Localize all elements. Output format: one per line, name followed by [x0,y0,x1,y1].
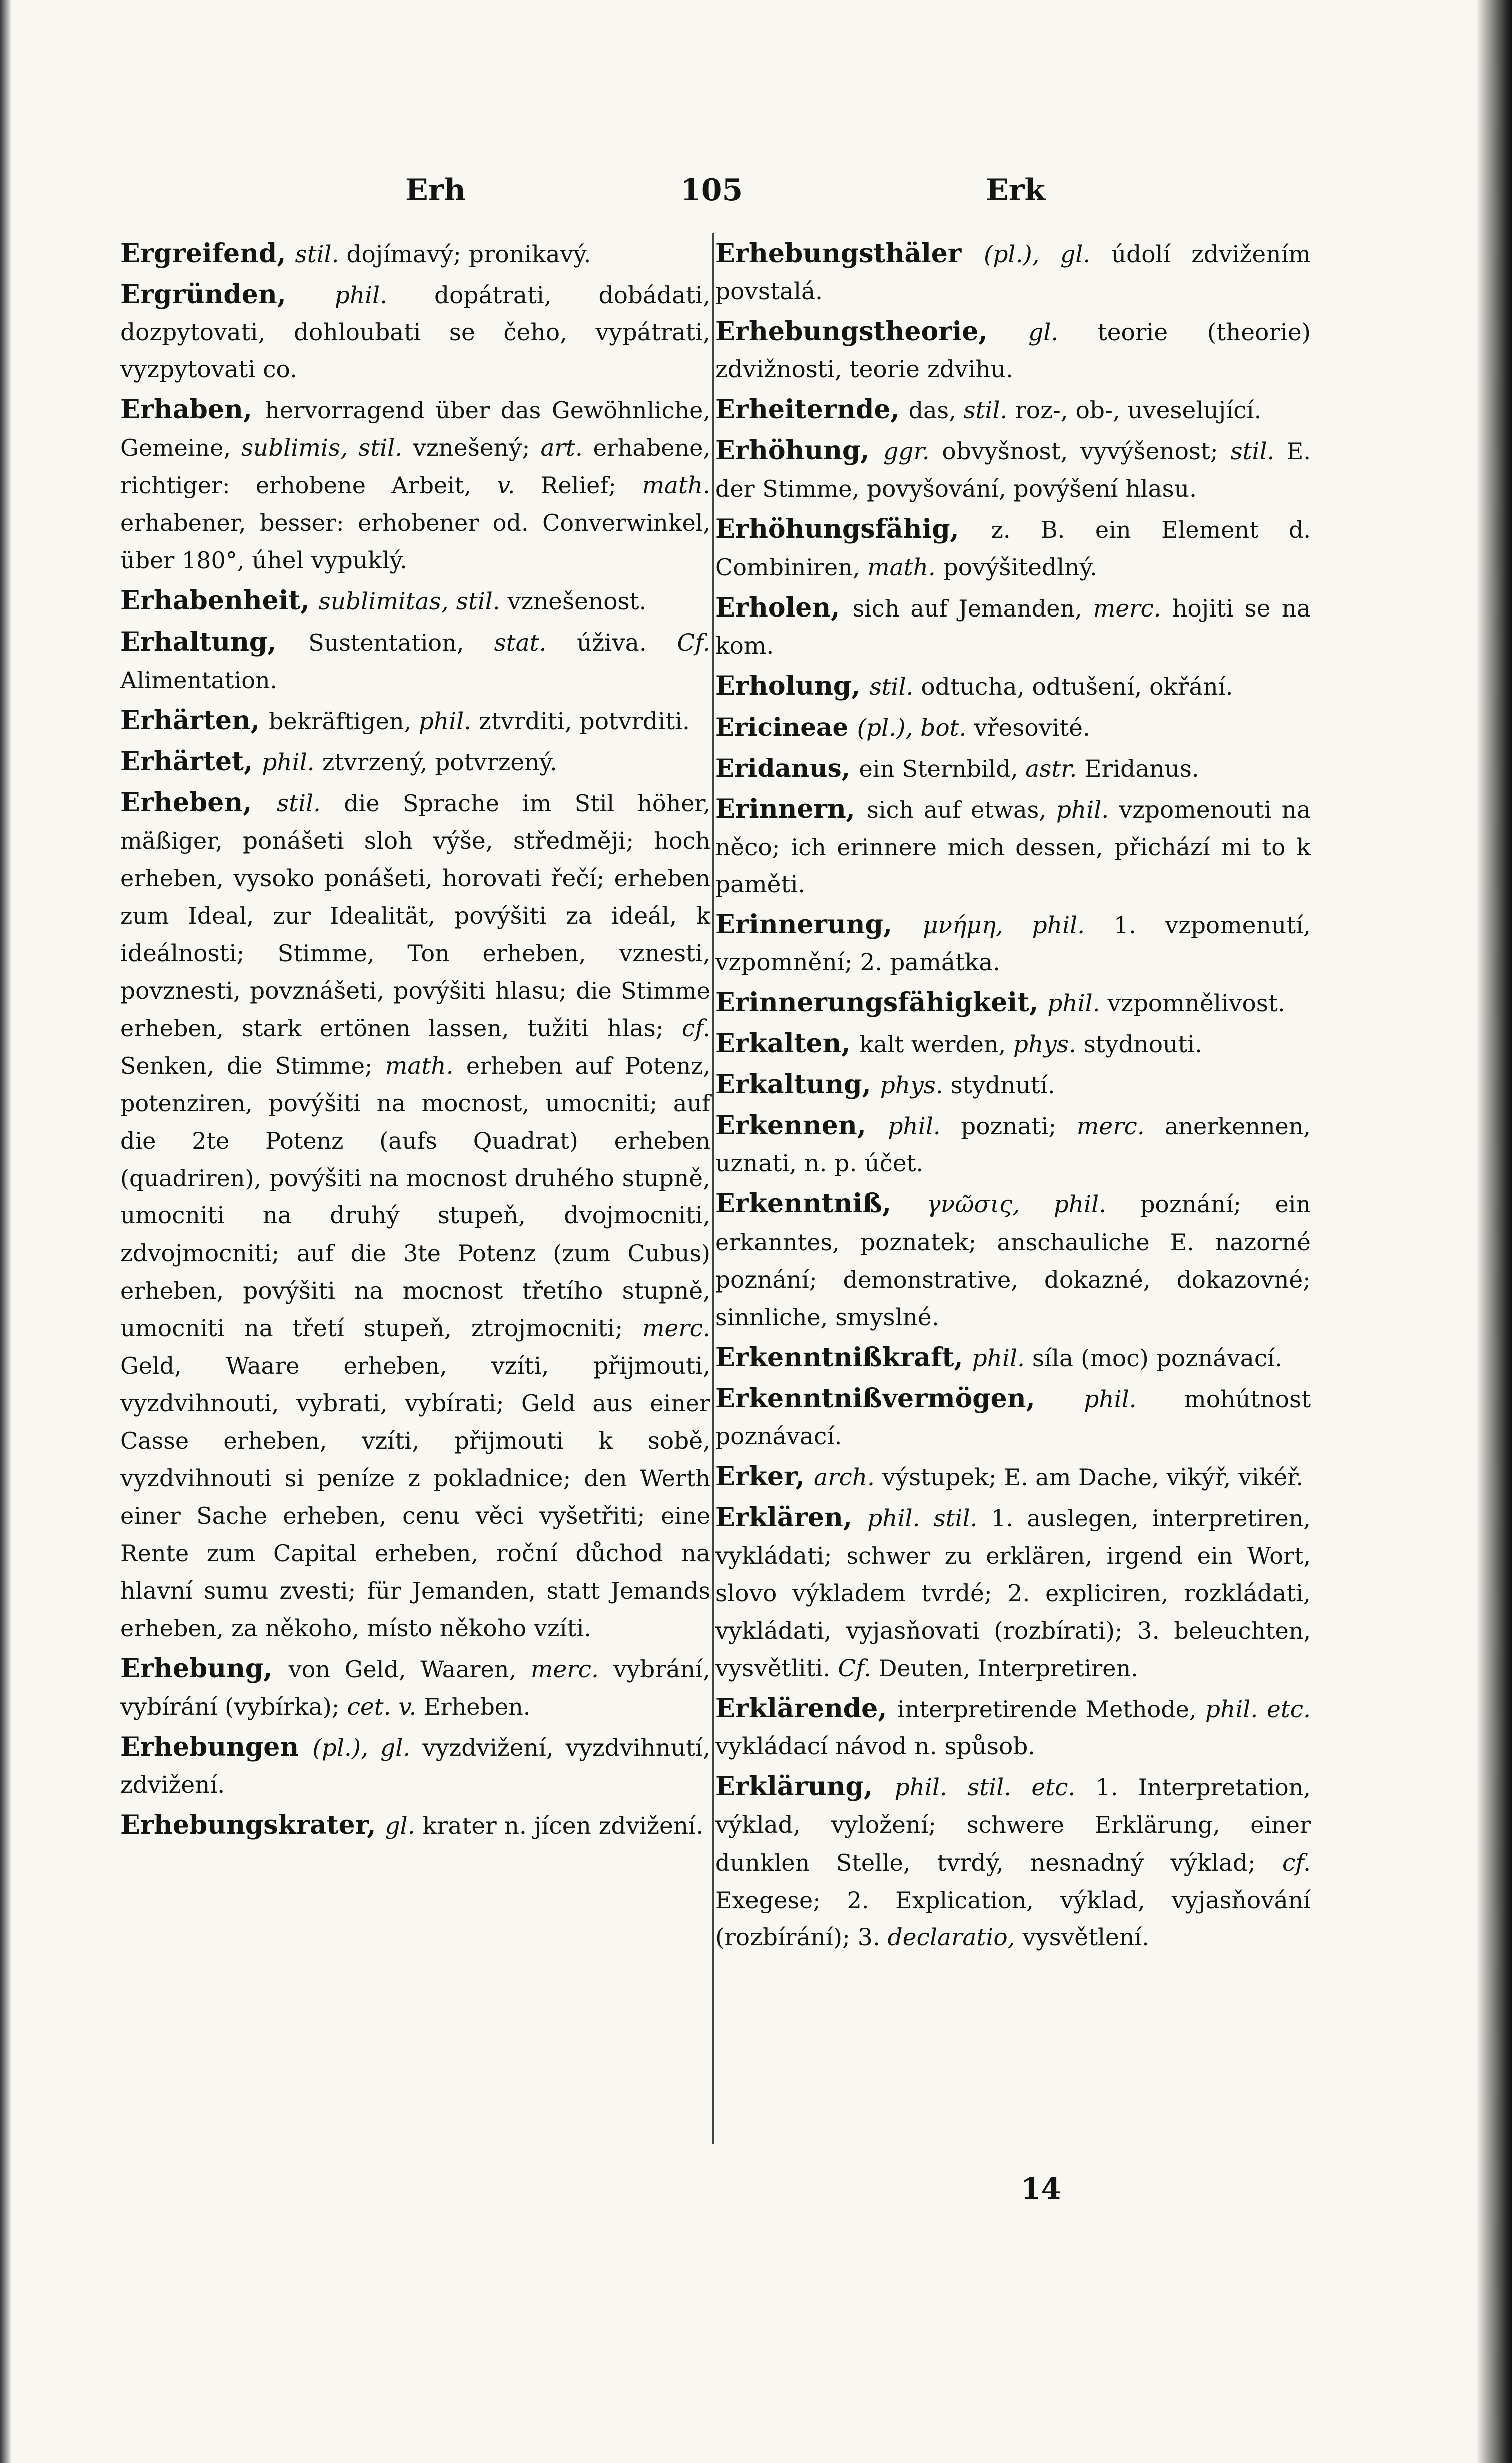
german-text: Geld, Waare erheben, [120,1352,447,1379]
headword: Eridanus, [715,753,859,783]
czech-text: hojiti se na kom. [715,595,1311,660]
german-text: ich erinnere mich dessen, [791,834,1103,861]
german-text: Exegese; 2. Explication, [715,1887,1034,1914]
czech-text: povýšiti na mocnost třetího stupně, umocniti na třetí stupeň, ztrojmocniti; [120,1277,710,1342]
german-text: sinnliche, [715,1304,828,1331]
abbreviation: gl. [1028,319,1059,346]
czech-text: cenu věci vyšetřiti; [386,1502,661,1530]
czech-text: dojímavý; pronikavý. [339,241,591,268]
headword: Erinnerung, [715,909,923,940]
dictionary-entry [715,589,1311,665]
czech-text: za někoho, místo někoho vzíti. [223,1615,592,1642]
headword: Erhebung, [120,1653,289,1684]
german-text: Senken, die Stimme; [120,1052,385,1079]
czech-text: úživa. [546,629,677,657]
czech-text: povýšitedlný. [935,554,1097,581]
abbreviation: μνήμη, phil. [922,912,1085,939]
headword: Erholung, [715,671,870,701]
german-text: Geld aus einer Casse erheben, [120,1390,710,1454]
dictionary-entry [715,1339,1311,1377]
german-text: anerkennen, [1144,1113,1311,1140]
abbreviation: stat. [494,629,547,657]
german-text: die Stimme erheben, stark ertönen lassen, [120,977,710,1042]
czech-text: vikýř, vikéř. [1159,1464,1304,1491]
headword: Ergreifend, [120,238,295,269]
headword: Erkennen, [715,1110,888,1141]
german-text: auf die 2te Potenz (aufs Quadrat) erheben (quadriren), [120,1090,710,1192]
abbreviation: (pl.), gl. [984,241,1091,268]
headword: Erinnern, [715,794,867,824]
czech-text: výklad, vyjasňování (rozbírání); 3. [715,1887,1311,1951]
czech-text: povýšiti na mocnost druhého stupně, umocniti na druhý stupeň, dvojmocniti, zdvojmocniti; [120,1165,710,1267]
german-text: ein erkanntes, [715,1191,1311,1256]
headword: Erhöhung, [715,435,884,466]
abbreviation: astr. [1025,755,1077,783]
dictionary-entry [120,624,710,699]
german-text: von Geld, Waaren, [288,1656,531,1683]
dictionary-entry [120,1807,710,1845]
german-text: Sustentation, [308,629,494,656]
abbreviation: ggr. [883,438,930,465]
czech-text: stydnutí. [943,1072,1055,1099]
dictionary-entry [715,1066,1311,1104]
german-text: kalt werden, [859,1031,1013,1058]
czech-text: povyšování, povýšení hlasu. [859,475,1197,503]
dictionary-entry [715,1107,1311,1182]
abbreviation: phil. [1056,796,1109,824]
czech-text: síla (moc) poznávací. [1024,1345,1283,1372]
czech-text: odtucha, odtušení, okřání. [913,673,1233,701]
czech-text: mohútnost poznávací. [715,1386,1311,1450]
german-text: hervorragend über das Gewöhnliche, Gemeine, [120,397,710,461]
headword: Erholen, [715,592,853,623]
czech-text: vzíti, přijmouti k sobě, vyzdvihnouti si peníze z pokladnice; [120,1427,710,1492]
headword: Erhebungsthäler [715,238,984,269]
dictionary-entry [715,709,1311,747]
abbreviation: math. [867,554,936,581]
czech-text: ztvrditi, potvrditi. [471,708,690,735]
headword: Erheiternde, [715,394,909,425]
german-text: E. am Dache, [1004,1464,1159,1491]
abbreviation: cf. [682,1015,710,1042]
czech-text: slovo výkladem tvrdé; 2. [715,1580,1046,1607]
abbreviation: arch. [813,1464,875,1491]
header-left-guide-word: Erh [405,173,466,208]
abbreviation: merc. [1076,1113,1145,1140]
czech-text: stydnouti. [1076,1031,1203,1058]
dictionary-entry [120,391,710,579]
headword: Erkenntniß, [715,1188,927,1219]
abbreviation: phil. [888,1113,941,1140]
czech-text: vykládati; [715,1542,847,1570]
german-text: für Jemanden, statt Jemands erheben, [120,1577,710,1642]
headword: Erhöhungsfähig, [715,514,991,544]
headword: Erklärung, [715,1771,895,1802]
german-text: die Sprache im Stil höher, mäßiger, [120,790,710,854]
dictionary-entry [120,582,710,621]
german-text: sich auf etwas, [867,796,1056,823]
czech-text: ponášeti sloh výše, středměji; [222,827,654,855]
dictionary-entry [715,1185,1311,1336]
headword: Erinnerungsfähigkeit, [715,987,1048,1018]
german-text: erhabener, besser: erhobener od. Converwinkel, über 180°, [120,509,710,574]
german-text: Alimentation. [120,667,278,694]
header-right-guide-word: Erk [986,173,1045,208]
german-text: beleuchten, [1174,1617,1311,1644]
czech-text: vybrání, vybírání (vybírka); [120,1656,710,1721]
german-text: Relief; [515,472,642,499]
czech-text: krater n. jícen zdvižení. [415,1812,704,1840]
abbreviation: stil. [276,790,321,817]
german-text: Stimme, Ton erheben, [277,940,586,967]
abbreviation: phil. [1047,990,1100,1017]
abbreviation: stil. [869,673,914,701]
german-text: Erheben. [416,1693,531,1720]
german-text: Interpretation, [1138,1774,1311,1801]
dictionary-entry [715,906,1311,981]
dictionary-entry [715,432,1311,508]
czech-text: vznesti, povznesti, povznášeti, povýšiti hlasu; [120,940,710,1005]
left-column [120,235,710,1848]
abbreviation: merc. [1093,595,1161,623]
german-text: interpretirende Methode, [897,1696,1205,1723]
abbreviation: merc. [642,1315,710,1342]
german-text: anschauliche E. [997,1228,1194,1256]
abbreviation: phil. [1084,1386,1137,1413]
german-text: schwer zu erklären, irgend ein Wort, [846,1542,1311,1569]
abbreviation: (pl.), gl. [312,1734,411,1762]
czech-text: vysvětlení. [1015,1924,1150,1951]
abbreviation: cf. [1282,1849,1311,1877]
abbreviation: phil. etc. [1205,1696,1311,1723]
dictionary-entry [715,313,1311,388]
czech-text: tužiti hlas; [509,1015,682,1042]
czech-text: vzíti, přijmouti, vyzdvihnouti, vybrati, vybírati; [120,1352,710,1417]
page-number: 105 [680,173,743,208]
dictionary-entry [120,1729,710,1804]
german-text: den Werth einer Sache erheben, [120,1465,710,1529]
running-header [350,173,1141,218]
german-text: z. B. ein Element d. Combiniren, [715,516,1311,581]
czech-text: poznání; [1106,1191,1275,1218]
headword: Erhabenheit, [120,585,319,616]
signature-mark: 14 [1021,2172,1061,2206]
german-text: auf die 3te Potenz (zum Cubus) erheben, [120,1240,710,1304]
abbreviation: phil. [334,282,388,309]
headword: Ericineae [715,712,857,742]
german-text: erheben zum Ideal, zur Idealität, [120,865,710,929]
dictionary-entry [715,1025,1311,1063]
czech-text: Eridanus. [1077,755,1199,783]
headword: Erhaltung, [120,627,309,657]
czech-text: povýšiti za ideál, k ideálnosti; [120,902,710,967]
czech-text: poznatek; [839,1228,997,1256]
headword: Erhebungstheorie, [715,316,1029,347]
abbreviation: declaratio, [887,1924,1015,1951]
headword: Erhaben, [120,394,265,425]
headword: Erhebungskrater, [120,1810,385,1840]
german-text: hoch erheben, [120,827,710,892]
abbreviation: stil. [963,397,1008,424]
german-text: auslegen, interpretiren, [1027,1505,1311,1532]
abbreviation: phil. [418,708,472,735]
german-text: sich auf Jemanden, [852,595,1093,622]
czech-text: smyslné. [828,1304,939,1331]
czech-text: poznati; [940,1113,1077,1140]
headword: Erhärtet, [120,746,262,777]
czech-text: vykládací návod n. spůsob. [715,1733,1036,1760]
abbreviation: cet. v. [347,1693,417,1721]
german-text: erheben auf Potenz, potenziren, [120,1052,710,1117]
czech-text: vzpomenouti na něco; [715,796,1311,861]
abbreviation: (pl.), bot. [857,714,967,742]
czech-text: dopátrati, dobádati, dozpytovati, dohloubati se čeho, vypátrati, vyzpytovati co. [120,282,711,383]
czech-text: 1. [1075,1774,1138,1801]
abbreviation: stil. [1230,438,1275,465]
czech-text: vzpomnělivost. [1100,990,1285,1017]
dictionary-entry [715,1768,1311,1956]
abbreviation: sublimitas, stil. [318,588,500,615]
czech-text: vyzdvižení, vyzdvihnutí, zdvižení. [120,1734,710,1799]
dictionary-entry [715,391,1311,429]
abbreviation: math. [642,472,710,499]
abbreviation: phil. [262,749,315,776]
czech-text: ztvrzený, potvrzený. [314,749,557,776]
czech-text: výstupek; [875,1464,1004,1491]
german-text: demonstrative, [843,1266,1018,1293]
czech-text: vznešený; [402,434,541,462]
abbreviation: v. [497,472,515,499]
czech-text: tvrdý, nesnadný výklad; [910,1849,1283,1877]
abbreviation: sublimis, stil. [241,434,403,462]
headword: Erkenntnißvermögen, [715,1383,1084,1414]
czech-text: uznati, n. p. účet. [715,1150,924,1177]
dictionary-entry [120,743,710,781]
dictionary-entry [120,1650,710,1726]
czech-text: roční důchod na hlavní sumu zvesti; [120,1540,710,1605]
german-text: E. der Stimme, [715,438,1311,502]
abbreviation: phys. [880,1072,943,1099]
czech-text: obvyšnost, vyvýšenost; [929,438,1231,465]
czech-text: úhel vypuklý. [244,547,407,574]
german-text: expliciren, [1045,1580,1169,1607]
abbreviation: phil. stil. etc. [894,1774,1076,1801]
german-text: eine Rente zum Capital erheben, [120,1502,711,1567]
dictionary-entry [715,511,1311,586]
dictionary-entry [715,1458,1311,1496]
abbreviation: gl. [385,1812,415,1840]
headword: Erklärende, [715,1693,898,1724]
abbreviation: Cf. [677,629,710,657]
dictionary-entry [120,276,710,388]
dictionary-entry [715,984,1311,1022]
german-text: ein Sternbild, [859,755,1026,782]
czech-text: vřesovité. [966,714,1090,742]
headword: Erhebungen [120,1732,313,1762]
headword: Erker, [715,1461,814,1492]
dictionary-entry [715,791,1311,903]
dictionary-entry [715,1499,1311,1687]
abbreviation: math. [385,1052,454,1080]
czech-text: teorie (theorie) zdvižnosti, teorie zdvihu. [715,319,1311,383]
dictionary-entry [715,668,1311,706]
headword: Erkalten, [715,1028,860,1059]
german-text: erhabene, richtiger: erhobene Arbeit, [120,434,710,499]
dictionary-entry [715,1380,1311,1455]
czech-text: nazorné poznání; [715,1228,1311,1294]
dictionary-entry [120,235,710,273]
czech-text: výklad, vyložení; [715,1811,967,1839]
headword: Ergründen, [120,279,335,310]
headword: Erklären, [715,1502,868,1533]
german-text: bekräftigen, [269,708,419,735]
right-column [715,235,1311,1959]
german-text: Deuten, Interpretiren. [871,1655,1138,1682]
czech-text: dokazné, dokazovné; [1018,1266,1311,1294]
czech-text: 1. [977,1505,1027,1532]
czech-text: vysoko ponášeti, horovati řečí; [223,865,614,892]
abbreviation: γνῶσις, phil. [926,1191,1107,1218]
dictionary-entry [715,750,1311,788]
czech-text: povýšiti na mocnost, umocniti; [252,1090,673,1117]
czech-text: rozkládati, vykládati, vyjasňovati (rozbírati); 3. [715,1580,1311,1645]
abbreviation: phil. [972,1345,1025,1372]
dictionary-entry [715,1690,1311,1765]
headword: Erkenntnißkraft, [715,1342,972,1373]
german-text: das, [908,397,964,424]
czech-text: roz-, ob-, uveselující. [1007,397,1262,424]
abbreviation: Cf. [838,1655,871,1682]
czech-text: vysvětliti. [715,1655,838,1682]
abbreviation: merc. [530,1656,599,1683]
abbreviation: stil. [295,241,339,268]
scan-edge-left [0,0,11,2463]
abbreviation: phil. stil. [867,1505,978,1532]
headword: Erkaltung, [715,1069,880,1100]
dictionary-entry [120,702,710,740]
czech-text: vznešenost. [500,588,647,615]
scan-edge-right [1477,0,1512,2463]
abbreviation: art. [540,434,583,462]
czech-text: přichází mi to k paměti. [715,834,1311,898]
dictionary-entry [120,784,710,1647]
headword: Erheben, [120,787,277,818]
dictionary-entry [715,235,1311,310]
german-text: schwere Erklärung, einer dunklen Stelle, [715,1811,1311,1876]
czech-text: 1. vzpomenutí, vzpomnění; 2. památka. [715,912,1311,976]
column-divider [712,233,714,2144]
headword: Erhärten, [120,705,269,736]
czech-text: údolí zdvižením povstalá. [715,241,1311,305]
abbreviation: phys. [1013,1031,1076,1058]
